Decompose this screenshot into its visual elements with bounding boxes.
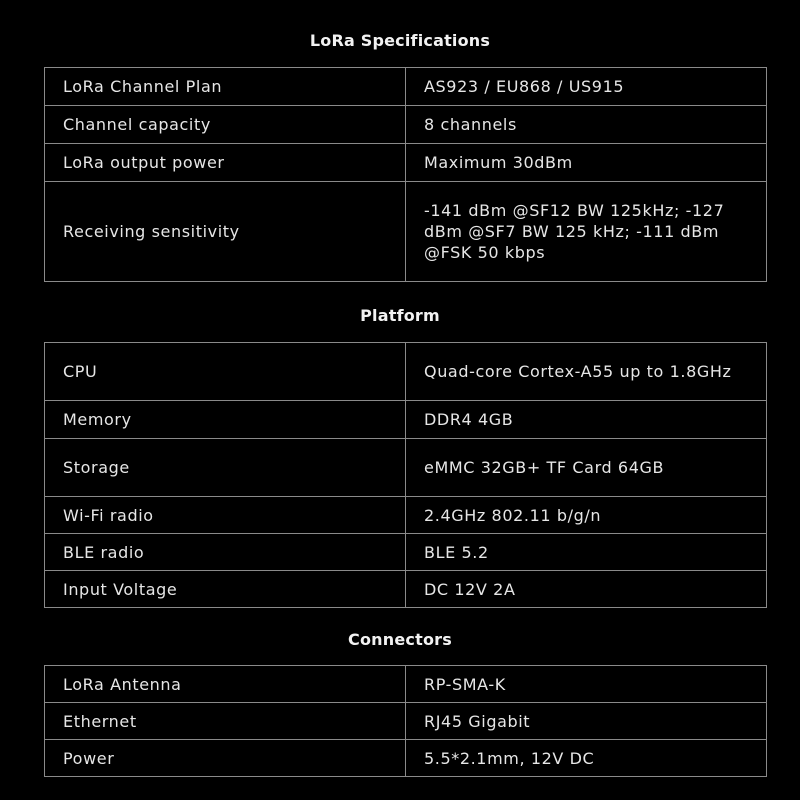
row-label: Power <box>45 740 406 777</box>
row-value: 2.4GHz 802.11 b/g/n <box>406 497 767 534</box>
row-value: DC 12V 2A <box>406 571 767 608</box>
table-row <box>45 534 767 571</box>
row-value: eMMC 32GB+ TF Card 64GB <box>406 439 767 497</box>
table-row <box>45 740 767 777</box>
row-value: 5.5*2.1mm, 12V DC <box>406 740 767 777</box>
table-row <box>45 182 767 282</box>
row-value: AS923 / EU868 / US915 <box>406 68 767 106</box>
row-value: -141 dBm @SF12 BW 125kHz; -127 dBm @SF7 BW 125 kHz; -111 dBm @FSK 50 kbps <box>406 182 767 282</box>
row-value: RJ45 Gigabit <box>406 703 767 740</box>
row-label: Receiving sensitivity <box>45 182 406 282</box>
table-row <box>45 68 767 106</box>
row-label: Ethernet <box>45 703 406 740</box>
table-platform <box>44 342 767 608</box>
row-label: LoRa Channel Plan <box>45 68 406 106</box>
row-label: Wi-Fi radio <box>45 497 406 534</box>
row-label: Storage <box>45 439 406 497</box>
row-value: RP-SMA-K <box>406 666 767 703</box>
section-title-platform: Platform <box>360 306 440 325</box>
table-row <box>45 106 767 144</box>
row-label: Input Voltage <box>45 571 406 608</box>
table-row <box>45 666 767 703</box>
row-value: Quad-core Cortex-A55 up to 1.8GHz <box>406 343 767 401</box>
table-connectors <box>44 665 767 777</box>
row-value: DDR4 4GB <box>406 401 767 439</box>
table-row <box>45 144 767 182</box>
table-lora-specifications <box>44 67 767 282</box>
row-label: Memory <box>45 401 406 439</box>
row-label: CPU <box>45 343 406 401</box>
row-label: Channel capacity <box>45 106 406 144</box>
row-label: LoRa Antenna <box>45 666 406 703</box>
table-row <box>45 439 767 497</box>
row-label: BLE radio <box>45 534 406 571</box>
row-label: LoRa output power <box>45 144 406 182</box>
table-row <box>45 401 767 439</box>
table-row <box>45 703 767 740</box>
row-value: Maximum 30dBm <box>406 144 767 182</box>
row-value: 8 channels <box>406 106 767 144</box>
table-row <box>45 571 767 608</box>
row-value: BLE 5.2 <box>406 534 767 571</box>
section-title-connectors: Connectors <box>348 630 452 649</box>
table-row <box>45 343 767 401</box>
section-title-lora-specifications: LoRa Specifications <box>309 31 491 50</box>
table-row <box>45 497 767 534</box>
